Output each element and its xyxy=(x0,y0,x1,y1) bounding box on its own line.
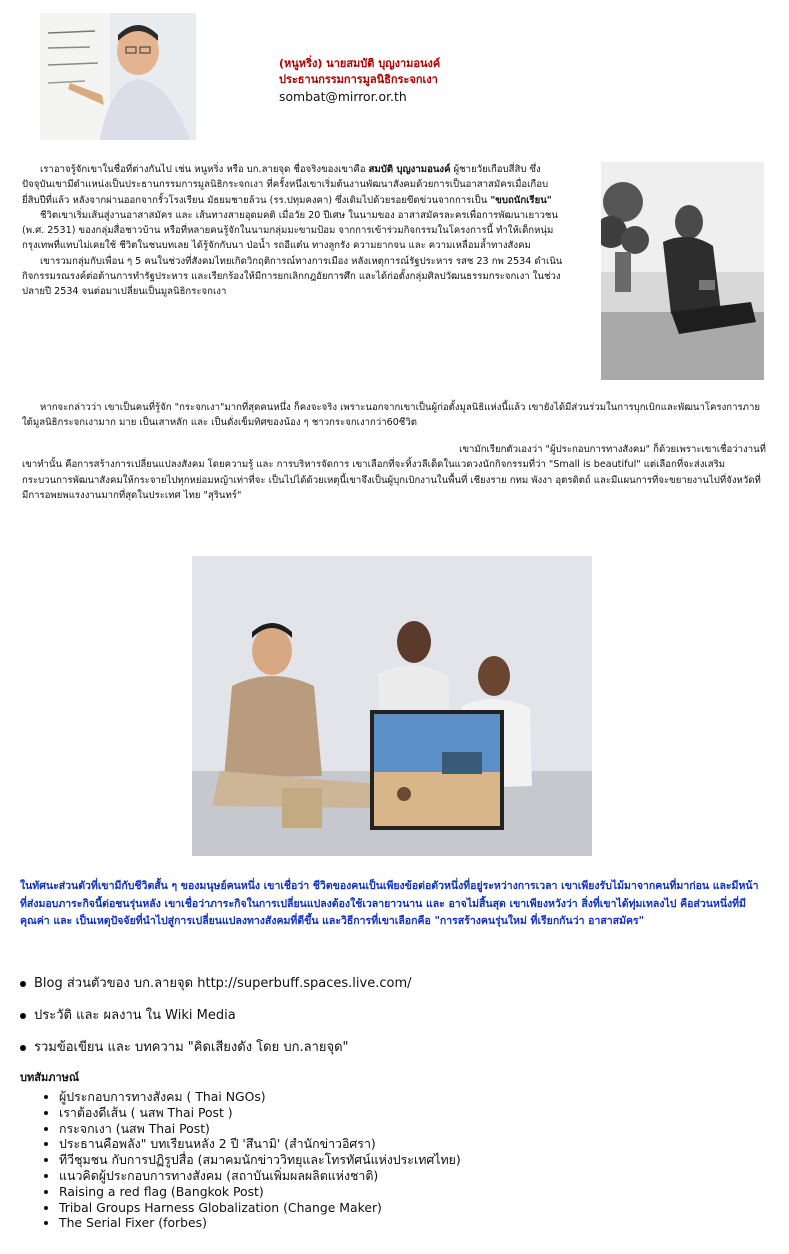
link-item-wiki[interactable] xyxy=(20,1004,764,1036)
person-title: ประธานกรรมการมูลนิธิกระจกเงา xyxy=(279,73,438,86)
interview-item[interactable]: • The Serial Fixer (forbes) xyxy=(59,1215,759,1231)
bio-p1-name: สมบัติ บุญงามอนงค์ xyxy=(368,164,451,175)
interview-item[interactable]: • ผู้ประกอบการทางสังคม ( Thai NGOs) xyxy=(59,1089,759,1105)
sitting-man-photo xyxy=(601,162,764,380)
link-blog-text[interactable]: Blog ส่วนตัวของ บก.ลายจุด http://superbuff.spaces.live.com/ xyxy=(34,976,412,991)
bio-p1-text-a: เราอาจรู้จักเขาในชื่อที่ต่างกันไป เช่น หนูหริ่ง หรือ บก.ลายจุด ชื่อจริงของเขาคือ xyxy=(40,164,369,175)
bio-paragraph-5 xyxy=(22,442,766,503)
contact-block xyxy=(279,56,440,105)
sitting-man-image xyxy=(601,162,764,380)
philosophy-quote: ในทัศนะส่วนตัวที่เขามีกับชีวิตสั้น ๆ ของมนุษย์คนหนึ่ง เขาเชื่อว่า ชีวิตของคนเป็นเพียงข้อต่อตัวหนึ่งที่อยู่ระหว่างการเวลา เขาเพียงรับไม้มาจากคนที่มาก่อน และมีหน้าที่ส่งมอบภาระกิจนี้ต่อชนรุ่นหลัง เขาเชื่อว่าภาระกิจในการเปลี่ยนแปลงต้องใช้เวลายาวนาน และ อาจไม่สิ้นสุด เขาเพียงหวังว่า สิ่งที่เขาได้ทุ่มเทลงไป คือส่วนหนึ่งที่มีคุณค่า และ เป็นเหตุปัจจัยที่นำไปสู่การเปลี่ยนแปลงทางสังคมที่ดีขึ้น และวิธีการที่เขาเลือกคือ "การสร้างคนรุ่นใหม่ ที่เรียกกันว่า อาสาสมัคร" xyxy=(20,880,759,927)
portrait-photo xyxy=(40,13,196,140)
interview-item[interactable]: • แนวคิดผู้ประกอบการทางสังคม (สถาบันเพิ่มผลผลิตแห่งชาติ) xyxy=(59,1168,759,1184)
bullet-icon xyxy=(20,1045,26,1051)
link-wiki-text[interactable]: ประวัติ และ ผลงาน ใน Wiki Media xyxy=(34,1008,236,1023)
link-list xyxy=(20,972,764,1068)
bio-paragraph-2: ชีวิตเขาเริ่มเส้นสู่งานอาสาสมัคร และ เส้นทางสายอุดมคติ เมื่อวัย 20 ปีเศษ ในนามของ อาสาสมัครละครเพื่อการพัฒนาเยาวชน (พ.ศ. 2531) ของกลุ่มสื่อชาวบ้าน หรือที่หลายคนรู้จักในนามกลุ่มมะขามป้อม จากการเข้าร่วมกิจกรรมในโครงการนี้ ทำให้เด็กหนุ่มกรุงเทพที่แทบไม่เคยใช้ ชีวิตในชนบทเลย ได้รู้จักกับนา ป่อน้ำ รถอีแต๋น ทางลูกรัง ความยากจน และ ความเหลื่อมล้ำทางสังคม xyxy=(22,209,558,252)
interview-item[interactable]: • Raising a red flag (Bangkok Post) xyxy=(59,1184,759,1200)
interview-item[interactable]: • เราต้องดีเส้น ( นสพ Thai Post ) xyxy=(59,1105,759,1121)
bio-section xyxy=(22,162,564,300)
bullet-icon xyxy=(20,1013,26,1019)
bio-paragraph-4 xyxy=(22,400,766,431)
bio-paragraph-1 xyxy=(22,162,564,208)
portrait-photo-image xyxy=(40,13,196,140)
link-item-articles[interactable] xyxy=(20,1036,764,1068)
group-photo xyxy=(192,556,592,856)
interview-item[interactable]: • Tribal Groups Harness Globalization (Change Maker) xyxy=(59,1200,759,1216)
interviews-heading: บทสัมภาษณ์ xyxy=(20,1071,80,1084)
person-name: (หนูหริ่ง) นายสมบัติ บุญงามอนงค์ xyxy=(279,57,441,70)
interview-item[interactable]: • กระจกเงา (นสพ Thai Post) xyxy=(59,1121,759,1137)
interview-item[interactable]: • ประธานคือพลัง" บทเรียนหลัง 2 ปี 'สึนามิ' (สำนักข่าวอิศรา) xyxy=(59,1136,759,1152)
link-item-blog[interactable] xyxy=(20,972,764,1004)
group-photo-image xyxy=(192,556,592,856)
interview-item[interactable]: • ทีวีชุมชน กับการปฏิรูปสื่อ (สมาคมนักข่าววิทยุและโทรทัศน์แห่งประเทศไทย) xyxy=(59,1152,759,1168)
bio-paragraph-3: เขารวมกลุ่มกับเพื่อน ๆ 5 คนในช่วงที่สังคมไทยเกิดวิกฤติการณ์ทางการเมือง หลังเหตุการณ์รัฐประหาร รสช 23 กพ 2534 ดำเนินกิจกรรมรณรงค์ต่อต้านการทำรัฐประหาร และเรียกร้องให้มีการยกเลิกกฎอัยการศึก และได้ก่อตั้งกลุ่มศิลปวัฒนธรรมกระจกเงา ในช่วงปลายปี 2534 จนต่อมาเปลี่ยนเป็นมูลนิธิกระจกเงา xyxy=(22,255,563,298)
bio-p5-first-line: เขามักเรียกตัวเองว่า "ผู้ประกอบการทางสังคม" ก็ด้วยเพราะเขาเชื่อว่างานที่ xyxy=(459,444,766,455)
bio-p1-quote: "ขบถนักเรียน" xyxy=(490,194,552,206)
bio-p4-text: หากจะกล่าวว่า เขาเป็นคนที่รู้จัก "กระจกเงา"มากที่สุดคนหนึ่ง ก็คงจะจริง เพราะนอกจากเขาเป็นผู้ก่อตั้งมูลนิธิแห่งนี้แล้ว เขายังได้มีส่วนร่วมในการบุกเบิกและพัฒนาโครงการภายใต้มูลนิธิกระจกเงามาก มาย เป็นเสาหลัก และ เป็นดั่งเข็มทิศของน้อง ๆ ชาวกระจกเงากว่า60ชีวิต xyxy=(22,402,760,429)
link-articles-text[interactable]: รวมข้อเขียน และ บทความ "คิดเสียงดัง โดย บก.ลายจุด" xyxy=(34,1040,349,1055)
bullet-icon xyxy=(20,981,26,987)
interviews-list xyxy=(19,1089,759,1231)
bio-p5-rest: เขาทำนั้น คือการสร้างการเปลี่ยนแปลงสังคม โดยความรู้ และ การบริหารจัดการ เขาเลือกที่จะทิ้งวลีเด็ดในแวดวงนักกิจกรรมที่ว่า "Small is beautiful" แต่เลือกที่จะส่งเสริมกระบวนการพัฒนาสังคมให้กระจายไปทุกหย่อมหญ้าเท่าที่จะ เป็นไปได้ด้วยเหตุนี้เขาจึงเป็นผู้บุกเบิกงานในพื้นที่ เชียงราย กทม พังงา อุตรดิตถ์ และมีแผนการที่จะขยายงานไปที่จังหวัดที่มีการอพยพแรงงานมากที่สุดในประเทศ ไทย "สุรินทร์" xyxy=(22,459,761,501)
email-link[interactable]: sombat@mirror.or.th xyxy=(279,89,407,104)
bio-p1-text-b: ผู้ชายวัยเกือบสี่สิบ ซึ่งปัจจุบันเขามีตำแหน่งเป็นประธานกรรมการมูลนิธิกระจกเงา ที่ครั้งหนึ่งเขาเริ่มต้นงานพัฒนาสังคมด้วยการเป็นอาสาสมัครเมื่อเกือบ ยี่สิบปีที่แล้ว หลังจากผ่านออกจากรั้วโรงเรียน มัธยมชายล้วน (รร.ปทุมคงคา) ซึ่งเดิมไปด้วยรอยขีดข่วนจากการเป็น xyxy=(22,164,549,206)
